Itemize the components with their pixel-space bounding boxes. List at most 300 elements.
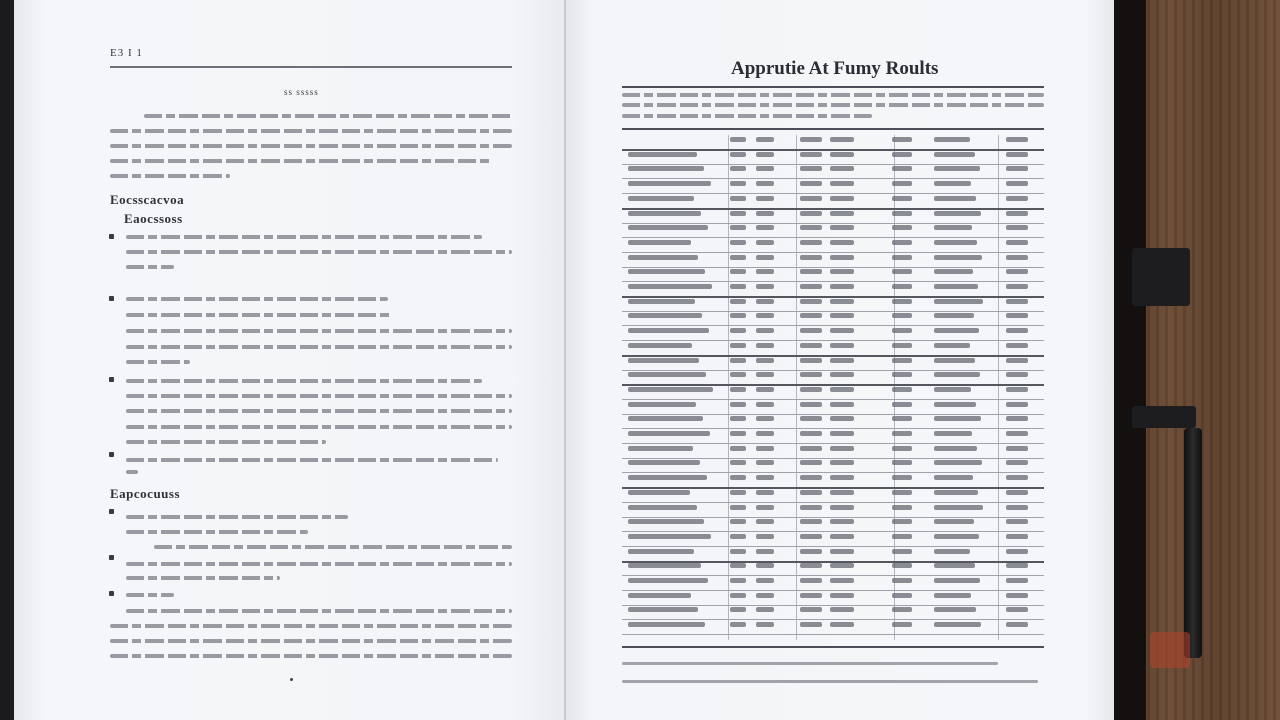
section-caption: ss sssss bbox=[284, 87, 319, 97]
table-cell bbox=[800, 358, 822, 363]
table-cell bbox=[756, 534, 774, 539]
table-cell bbox=[756, 255, 774, 260]
table-cell bbox=[934, 166, 980, 171]
text-line bbox=[126, 265, 174, 269]
text-line bbox=[126, 235, 482, 239]
table-cell bbox=[1006, 358, 1028, 363]
table-cell bbox=[830, 460, 854, 465]
table-cell bbox=[934, 578, 980, 583]
table-cell bbox=[934, 607, 976, 612]
table-cell bbox=[800, 284, 822, 289]
text-line bbox=[126, 609, 512, 613]
table-cell bbox=[934, 519, 974, 524]
table-cell bbox=[892, 416, 912, 421]
text-line bbox=[126, 297, 388, 301]
binder-clip bbox=[1132, 248, 1190, 306]
table-cell bbox=[800, 563, 822, 568]
table-cell bbox=[1006, 593, 1028, 598]
table-cell bbox=[1006, 563, 1028, 568]
table-cell bbox=[1006, 519, 1028, 524]
table-cell bbox=[934, 328, 979, 333]
table-cell bbox=[830, 181, 854, 186]
table-cell bbox=[934, 313, 974, 318]
table-cell bbox=[730, 166, 746, 171]
table-cell bbox=[628, 358, 699, 363]
table-cell bbox=[800, 225, 822, 230]
table-cell bbox=[628, 578, 708, 583]
table-cell bbox=[628, 416, 703, 421]
table-cell bbox=[756, 328, 774, 333]
table-cell bbox=[1006, 622, 1028, 627]
table-cell bbox=[1006, 166, 1028, 171]
table-cell bbox=[1006, 343, 1028, 348]
table-top-rule bbox=[622, 128, 1044, 130]
table-cell bbox=[1006, 549, 1028, 554]
table-cell bbox=[628, 534, 711, 539]
table-cell bbox=[730, 475, 746, 480]
table-row bbox=[622, 561, 1044, 576]
table-cell bbox=[756, 505, 774, 510]
table-cell bbox=[628, 607, 698, 612]
table-cell bbox=[934, 343, 970, 348]
table-cell bbox=[892, 269, 912, 274]
table-cell bbox=[756, 372, 774, 377]
table-cell bbox=[756, 284, 774, 289]
table-cell bbox=[800, 593, 822, 598]
table-cell bbox=[628, 152, 697, 157]
table-cell bbox=[934, 475, 973, 480]
table-cell bbox=[756, 358, 774, 363]
table-cell bbox=[730, 431, 746, 436]
table-cell bbox=[892, 460, 912, 465]
table-row bbox=[622, 385, 1044, 400]
table-row bbox=[622, 591, 1044, 606]
table-cell bbox=[756, 460, 774, 465]
table-cell bbox=[934, 549, 970, 554]
table-cell bbox=[756, 578, 774, 583]
table-row bbox=[622, 282, 1044, 298]
table-cell bbox=[800, 166, 822, 171]
table-cell bbox=[800, 505, 822, 510]
table-cell bbox=[934, 255, 982, 260]
table-row bbox=[622, 326, 1044, 341]
table-cell bbox=[934, 181, 971, 186]
table-cell bbox=[756, 137, 774, 142]
table-cell bbox=[1006, 328, 1028, 333]
table-row bbox=[622, 458, 1044, 473]
table-cell bbox=[800, 152, 822, 157]
right-page bbox=[566, 0, 1114, 720]
table-cell bbox=[800, 490, 822, 495]
table-cell bbox=[756, 446, 774, 451]
table-cell bbox=[830, 446, 854, 451]
table-cell bbox=[800, 372, 822, 377]
table-cell bbox=[628, 505, 697, 510]
table-cell bbox=[628, 313, 702, 318]
table-cell bbox=[756, 313, 774, 318]
table-cell bbox=[756, 549, 774, 554]
table-cell bbox=[934, 622, 981, 627]
table-cell bbox=[1006, 431, 1028, 436]
table-cell bbox=[934, 196, 976, 201]
table-row bbox=[622, 150, 1044, 165]
table-row bbox=[622, 253, 1044, 268]
bullet bbox=[109, 234, 114, 239]
text-line bbox=[126, 593, 174, 597]
table-cell bbox=[1006, 181, 1028, 186]
table-cell bbox=[1006, 269, 1028, 274]
table-cell bbox=[1006, 299, 1028, 304]
table-cell bbox=[830, 387, 854, 392]
table-cell bbox=[800, 196, 822, 201]
table-row bbox=[622, 370, 1044, 386]
table-cell bbox=[730, 607, 746, 612]
table-cell bbox=[830, 607, 854, 612]
left-dark-edge bbox=[0, 0, 14, 720]
text-line bbox=[126, 515, 348, 519]
text-line bbox=[622, 103, 1044, 107]
table-cell bbox=[830, 299, 854, 304]
table-cell bbox=[892, 196, 912, 201]
table-cell bbox=[628, 431, 710, 436]
table-cell bbox=[628, 622, 705, 627]
table-cell bbox=[730, 255, 746, 260]
table-cell bbox=[730, 343, 746, 348]
table-cell bbox=[800, 475, 822, 480]
table-cell bbox=[830, 475, 854, 480]
table-cell bbox=[1006, 460, 1028, 465]
table-row bbox=[622, 620, 1044, 635]
table-cell bbox=[892, 240, 912, 245]
table-cell bbox=[756, 622, 774, 627]
table-cell bbox=[628, 402, 696, 407]
text-line bbox=[126, 425, 512, 429]
table-cell bbox=[628, 240, 691, 245]
table-row bbox=[622, 547, 1044, 563]
table-cell bbox=[756, 299, 774, 304]
table-cell bbox=[1006, 475, 1028, 480]
table-row bbox=[622, 341, 1044, 357]
text-line bbox=[126, 530, 308, 534]
table-row bbox=[622, 429, 1044, 444]
table-cell bbox=[934, 387, 971, 392]
text-line bbox=[126, 250, 512, 254]
table-cell bbox=[830, 534, 854, 539]
table-row bbox=[622, 488, 1044, 503]
table-cell bbox=[934, 402, 976, 407]
table-cell bbox=[892, 534, 912, 539]
table-cell bbox=[830, 372, 854, 377]
table-cell bbox=[830, 196, 854, 201]
running-head: E3 I 1 bbox=[110, 47, 143, 59]
table-row bbox=[622, 576, 1044, 591]
table-cell bbox=[830, 416, 854, 421]
table-cell bbox=[892, 299, 912, 304]
text-line bbox=[126, 562, 512, 566]
table-row bbox=[622, 356, 1044, 371]
table-cell bbox=[1006, 255, 1028, 260]
table-cell bbox=[892, 166, 912, 171]
table-cell bbox=[1006, 534, 1028, 539]
table-cell bbox=[800, 387, 822, 392]
table-cell bbox=[1006, 313, 1028, 318]
table-cell bbox=[800, 269, 822, 274]
table-cell bbox=[756, 607, 774, 612]
binder-edge bbox=[1112, 0, 1146, 720]
table-cell bbox=[830, 490, 854, 495]
table-cell bbox=[1006, 137, 1028, 142]
table-cell bbox=[830, 431, 854, 436]
table-cell bbox=[892, 475, 912, 480]
table-cell bbox=[934, 505, 983, 510]
table-row bbox=[622, 414, 1044, 429]
table-cell bbox=[756, 211, 774, 216]
table-cell bbox=[1006, 578, 1028, 583]
table-cell bbox=[756, 152, 774, 157]
table-cell bbox=[756, 387, 774, 392]
table-cell bbox=[756, 519, 774, 524]
table-cell bbox=[892, 181, 912, 186]
table-cell bbox=[1006, 211, 1028, 216]
table-cell bbox=[830, 563, 854, 568]
table-cell bbox=[800, 460, 822, 465]
table-cell bbox=[830, 593, 854, 598]
table-row bbox=[622, 238, 1044, 253]
table-cell bbox=[730, 152, 746, 157]
table-cell bbox=[756, 402, 774, 407]
table-cell bbox=[730, 328, 746, 333]
table-row bbox=[622, 400, 1044, 415]
table-cell bbox=[892, 549, 912, 554]
page-number-dot bbox=[290, 678, 293, 681]
table-cell bbox=[830, 313, 854, 318]
table-cell bbox=[1006, 505, 1028, 510]
text-line bbox=[622, 93, 1044, 97]
table-cell bbox=[756, 343, 774, 348]
table-cell bbox=[756, 593, 774, 598]
table-cell bbox=[756, 181, 774, 186]
table-cell bbox=[730, 519, 746, 524]
table-cell bbox=[628, 211, 701, 216]
table-cell bbox=[628, 181, 711, 186]
table-row bbox=[622, 473, 1044, 489]
table-cell bbox=[730, 549, 746, 554]
table-cell bbox=[830, 269, 854, 274]
table-cell bbox=[800, 240, 822, 245]
header-rule bbox=[110, 66, 512, 68]
table-cell bbox=[830, 622, 854, 627]
table-row bbox=[622, 503, 1044, 518]
red-object bbox=[1150, 632, 1190, 668]
table-cell bbox=[934, 563, 975, 568]
text-line bbox=[144, 114, 512, 118]
footnote-line bbox=[622, 662, 998, 665]
table-cell bbox=[892, 255, 912, 260]
table-cell bbox=[934, 490, 978, 495]
table-cell bbox=[756, 225, 774, 230]
table-cell bbox=[1006, 446, 1028, 451]
table-cell bbox=[1006, 387, 1028, 392]
table-cell bbox=[800, 431, 822, 436]
table-cell bbox=[830, 166, 854, 171]
table-cell bbox=[628, 225, 708, 230]
table-cell bbox=[628, 490, 690, 495]
table-cell bbox=[830, 358, 854, 363]
table-cell bbox=[756, 269, 774, 274]
table-cell bbox=[800, 255, 822, 260]
text-line bbox=[126, 329, 512, 333]
table-cell bbox=[800, 211, 822, 216]
bullet bbox=[109, 377, 114, 382]
table-cell bbox=[892, 402, 912, 407]
bullet bbox=[109, 452, 114, 457]
table-cell bbox=[892, 328, 912, 333]
table-cell bbox=[892, 593, 912, 598]
table-cell bbox=[830, 255, 854, 260]
table-cell bbox=[800, 416, 822, 421]
binder-clip-lower bbox=[1132, 406, 1196, 428]
table-bottom-rule bbox=[622, 646, 1044, 648]
table-row bbox=[622, 444, 1044, 459]
table-cell bbox=[730, 313, 746, 318]
table-row bbox=[622, 223, 1044, 238]
table-cell bbox=[892, 490, 912, 495]
table-cell bbox=[830, 402, 854, 407]
table-cell bbox=[934, 137, 970, 142]
table-cell bbox=[800, 299, 822, 304]
table-cell bbox=[756, 490, 774, 495]
table-cell bbox=[934, 431, 972, 436]
table-cell bbox=[628, 299, 695, 304]
table-cell bbox=[1006, 225, 1028, 230]
table-cell bbox=[730, 446, 746, 451]
table-cell bbox=[1006, 372, 1028, 377]
table-cell bbox=[1006, 152, 1028, 157]
table-cell bbox=[934, 534, 979, 539]
table-row bbox=[622, 164, 1044, 179]
table-cell bbox=[730, 534, 746, 539]
pen bbox=[1184, 428, 1202, 658]
table-cell bbox=[628, 255, 698, 260]
table-cell bbox=[730, 387, 746, 392]
table-cell bbox=[892, 563, 912, 568]
bullet bbox=[109, 555, 114, 560]
table-cell bbox=[730, 460, 746, 465]
bullet bbox=[109, 591, 114, 596]
table-cell bbox=[892, 505, 912, 510]
text-line bbox=[126, 379, 482, 383]
table-cell bbox=[730, 416, 746, 421]
table-cell bbox=[830, 519, 854, 524]
appendix-title: Apprutie At Fumy Roults bbox=[731, 58, 939, 79]
table-cell bbox=[892, 578, 912, 583]
table-cell bbox=[830, 284, 854, 289]
table-cell bbox=[800, 622, 822, 627]
table-cell bbox=[830, 152, 854, 157]
table-cell bbox=[800, 534, 822, 539]
table-cell bbox=[892, 358, 912, 363]
text-line bbox=[126, 470, 138, 474]
table-cell bbox=[934, 593, 971, 598]
text-line bbox=[110, 654, 512, 658]
table-cell bbox=[628, 343, 692, 348]
table-cell bbox=[756, 166, 774, 171]
table-cell bbox=[730, 211, 746, 216]
text-line bbox=[110, 129, 512, 133]
table-cell bbox=[730, 622, 746, 627]
table-cell bbox=[756, 416, 774, 421]
table-cell bbox=[892, 622, 912, 627]
table-cell bbox=[756, 196, 774, 201]
table-cell bbox=[830, 328, 854, 333]
table-row bbox=[622, 209, 1044, 224]
subsection-heading: Eaocssoss bbox=[124, 211, 183, 226]
table-row bbox=[622, 267, 1044, 282]
table-cell bbox=[730, 196, 746, 201]
table-header-row bbox=[622, 135, 1044, 151]
table-cell bbox=[756, 563, 774, 568]
table-cell bbox=[730, 578, 746, 583]
table-cell bbox=[730, 137, 746, 142]
table-cell bbox=[800, 446, 822, 451]
table-cell bbox=[934, 299, 983, 304]
table-cell bbox=[800, 578, 822, 583]
table-cell bbox=[730, 284, 746, 289]
text-line bbox=[126, 458, 498, 462]
table-cell bbox=[892, 519, 912, 524]
table-cell bbox=[756, 475, 774, 480]
table-cell bbox=[1006, 490, 1028, 495]
table-cell bbox=[892, 431, 912, 436]
table-cell bbox=[934, 416, 981, 421]
table-cell bbox=[628, 328, 709, 333]
table-cell bbox=[730, 181, 746, 186]
text-line bbox=[110, 624, 512, 628]
table-cell bbox=[1006, 402, 1028, 407]
table-cell bbox=[730, 358, 746, 363]
table-cell bbox=[800, 181, 822, 186]
table-cell bbox=[1006, 416, 1028, 421]
text-line bbox=[126, 360, 190, 364]
table-cell bbox=[800, 137, 822, 142]
table-cell bbox=[730, 225, 746, 230]
text-line bbox=[126, 345, 512, 349]
table-cell bbox=[730, 490, 746, 495]
text-line bbox=[126, 409, 512, 413]
table-cell bbox=[1006, 607, 1028, 612]
table-cell bbox=[892, 387, 912, 392]
table-cell bbox=[628, 269, 705, 274]
table-cell bbox=[892, 343, 912, 348]
table-cell bbox=[730, 299, 746, 304]
table-cell bbox=[730, 402, 746, 407]
text-line bbox=[110, 174, 230, 178]
table-cell bbox=[730, 372, 746, 377]
table-cell bbox=[1006, 284, 1028, 289]
table-cell bbox=[934, 460, 982, 465]
table-cell bbox=[830, 211, 854, 216]
table-row bbox=[622, 297, 1044, 312]
table-cell bbox=[934, 211, 981, 216]
table-cell bbox=[800, 519, 822, 524]
table-row bbox=[622, 179, 1044, 194]
table-cell bbox=[730, 563, 746, 568]
bullet bbox=[109, 509, 114, 514]
table-cell bbox=[934, 358, 975, 363]
table-cell bbox=[892, 137, 912, 142]
table-cell bbox=[628, 549, 694, 554]
title-rule bbox=[622, 86, 1044, 88]
